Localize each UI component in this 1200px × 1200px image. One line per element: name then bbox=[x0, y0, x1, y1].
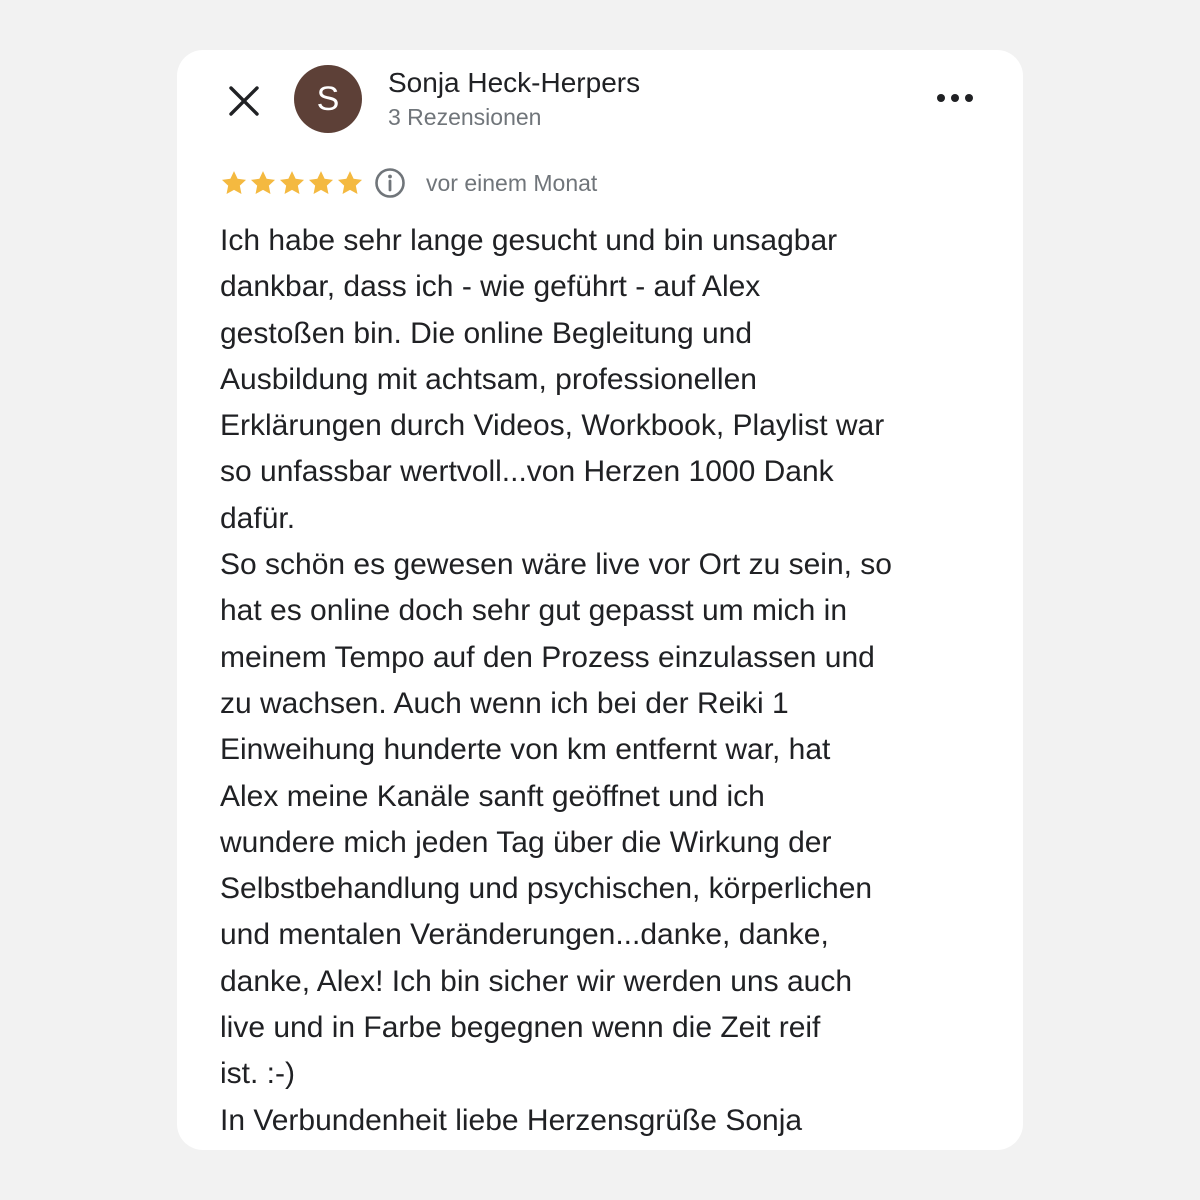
review-text bbox=[220, 218, 1010, 1144]
review-text-line: Alex meine Kanäle sanft geöffnet und ich bbox=[220, 779, 765, 813]
close-button[interactable] bbox=[221, 78, 267, 124]
review-text-line: Einweihung hunderte von km entfernt war, hat bbox=[220, 733, 831, 767]
author-name[interactable]: Sonja Heck-Herpers bbox=[388, 67, 641, 98]
close-icon bbox=[227, 84, 261, 118]
more-horizontal-icon bbox=[936, 93, 974, 103]
avatar-letter: S bbox=[316, 79, 340, 118]
review-text-line: In Verbundenheit liebe Herzensgrüße Sonja bbox=[220, 1103, 803, 1137]
info-button[interactable] bbox=[374, 167, 406, 199]
star-icon bbox=[307, 169, 335, 197]
review-text-line: dafür. bbox=[220, 501, 296, 535]
review-card bbox=[177, 50, 1023, 1150]
star-rating bbox=[220, 169, 364, 197]
review-text-line: live und in Farbe begegnen wenn die Zeit reif bbox=[220, 1011, 821, 1045]
author-info[interactable] bbox=[388, 66, 640, 132]
review-text-line: danke, Alex! Ich bin sicher wir werden uns auch bbox=[220, 964, 853, 998]
star-icon bbox=[249, 169, 277, 197]
review-text-line: dankbar, dass ich - wie geführt - auf Alex bbox=[220, 270, 761, 304]
author-review-count: 3 Rezensionen bbox=[388, 104, 542, 130]
avatar[interactable] bbox=[294, 65, 362, 133]
rating-row bbox=[220, 166, 597, 200]
review-text-line: Ich habe sehr lange gesucht und bin unsagbar bbox=[220, 224, 838, 257]
review-text-line: zu wachsen. Auch wenn ich bei der Reiki 1 bbox=[220, 686, 789, 720]
more-options-button[interactable] bbox=[929, 76, 981, 120]
review-text-line: und mentalen Veränderungen...danke, danke, bbox=[220, 918, 829, 952]
review-date: vor einem Monat bbox=[426, 169, 598, 196]
review-text-line: meinem Tempo auf den Prozess einzulassen und bbox=[220, 640, 875, 674]
review-text-line: Ausbildung mit achtsam, professionellen bbox=[220, 362, 757, 396]
review-text-line: hat es online doch sehr gut gepasst um mich in bbox=[220, 594, 848, 628]
review-text-line: ist. :-) bbox=[220, 1057, 295, 1091]
star-icon bbox=[278, 169, 306, 197]
star-icon bbox=[220, 169, 248, 197]
review-text-line: So schön es gewesen wäre live vor Ort zu sein, so bbox=[220, 548, 892, 582]
review-text-line: so unfassbar wertvoll...von Herzen 1000 Dank bbox=[220, 455, 834, 489]
review-text-line: gestoßen bin. Die online Begleitung und bbox=[220, 316, 753, 350]
info-icon bbox=[374, 167, 406, 199]
star-icon bbox=[336, 169, 364, 197]
review-text-line: Selbstbehandlung und psychischen, körperlichen bbox=[220, 872, 873, 906]
review-text-line: wundere mich jeden Tag über die Wirkung der bbox=[220, 825, 832, 859]
review-text-line: Erklärungen durch Videos, Workbook, Playlist war bbox=[220, 409, 885, 443]
